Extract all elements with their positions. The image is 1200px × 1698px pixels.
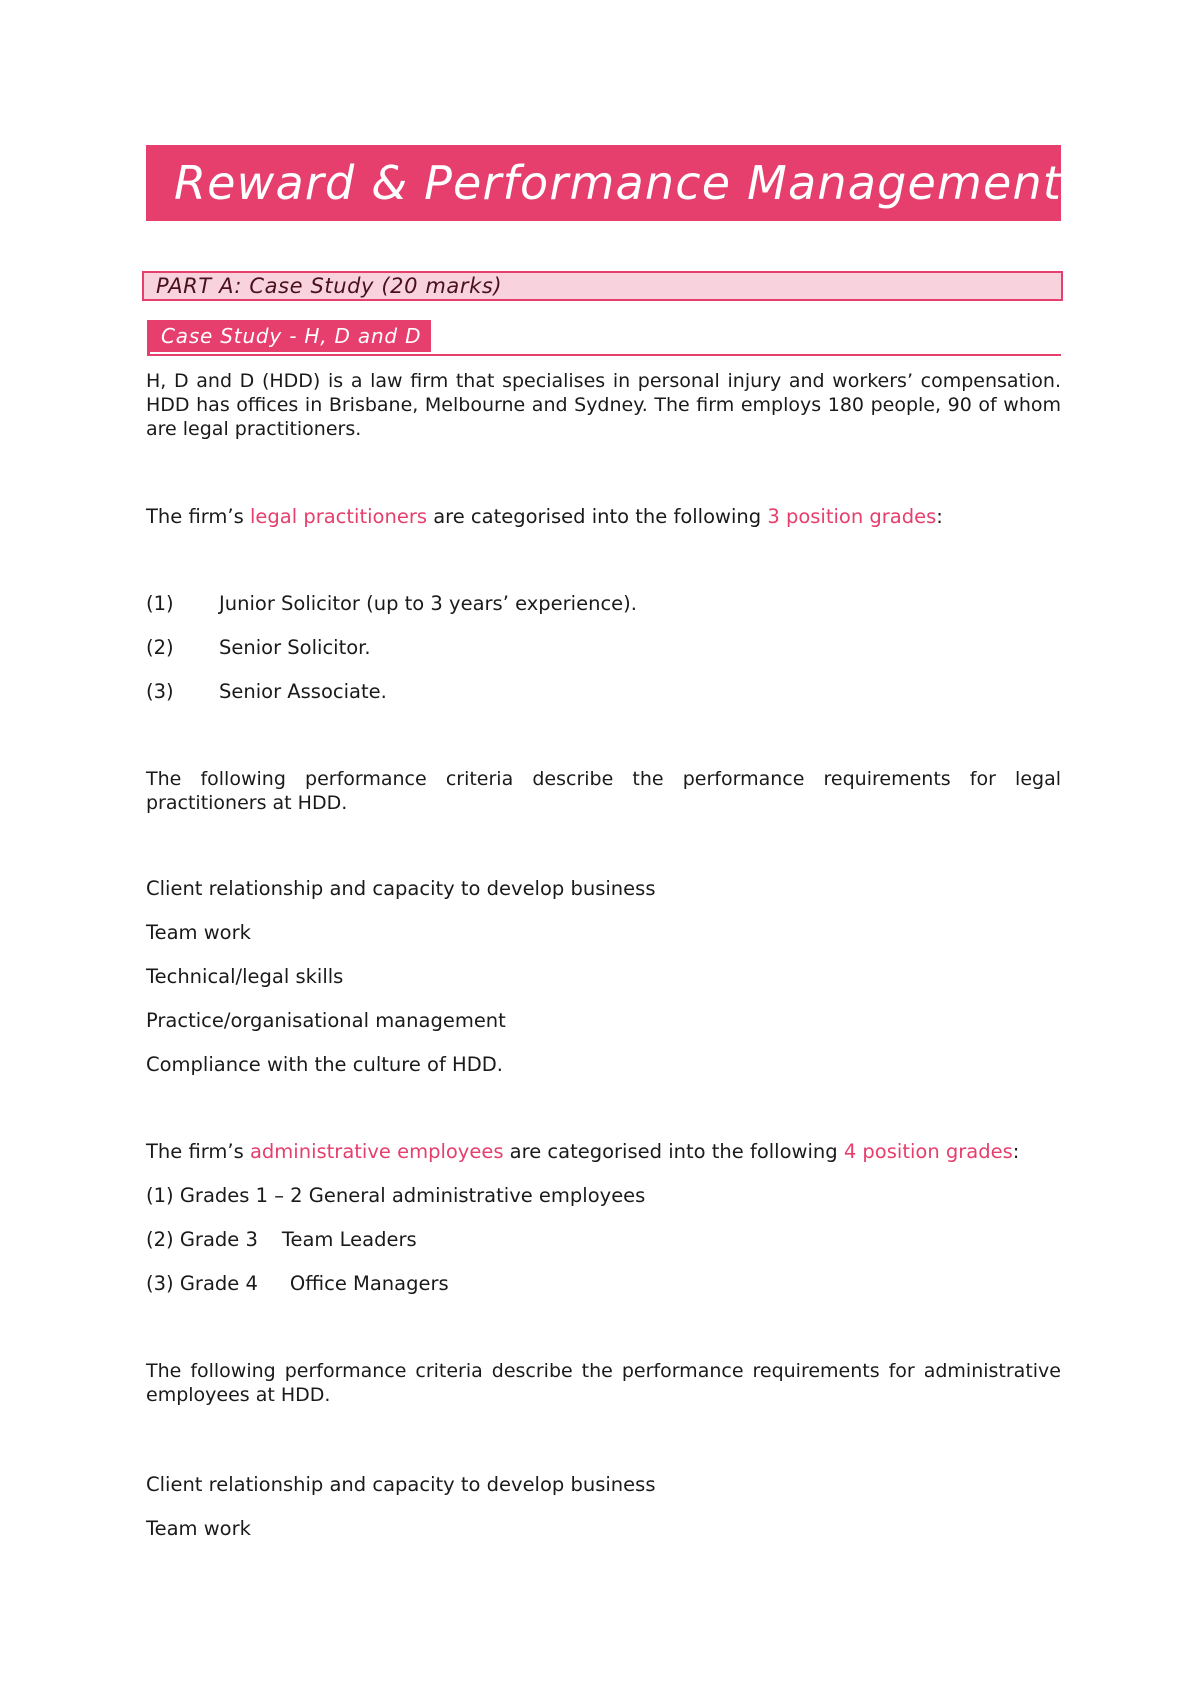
part-heading: PART A: Case Study (20 marks) (156, 274, 503, 298)
part-heading-box (142, 271, 1063, 301)
case-heading: Case Study - H, D and D (161, 324, 422, 348)
list-item-number: (2) (146, 636, 174, 659)
list-item: Client relationship and capacity to develop business (146, 1473, 656, 1496)
document-title: Reward & Performance Management (174, 156, 1063, 210)
legal-grades-text-2: are categorised into the following (427, 505, 768, 528)
admin-grades-text-3: : (1012, 1140, 1020, 1163)
list-item: Client relationship and capacity to develop business (146, 877, 656, 900)
admin-grades-sentence (146, 1140, 1019, 1164)
legal-position-grades-highlight: 3 position grades (767, 505, 937, 528)
legal-criteria-intro: The following performance criteria describe the performance requirements for legal practitioners at HDD. (146, 768, 1061, 814)
list-item-text: Office Managers (289, 1272, 449, 1295)
admin-position-grades-highlight: 4 position grades (843, 1140, 1013, 1163)
list-item: Team work (146, 921, 251, 944)
list-item-label: (1) Grades 1 – 2 (146, 1184, 303, 1207)
administrative-employees-highlight: administrative employees (249, 1140, 504, 1163)
list-item (146, 1272, 449, 1296)
case-heading-rule (147, 354, 1061, 356)
list-item-label: (2) Grade 3 (146, 1228, 258, 1251)
list-item-text: Team Leaders (281, 1228, 417, 1251)
list-item-text: Senior Associate. (219, 680, 387, 703)
list-item-number: (3) (146, 680, 174, 703)
admin-criteria-intro: The following performance criteria describe the performance requirements for administrative employees at HDD. (146, 1360, 1061, 1406)
legal-grades-text-1: The firm’s (146, 505, 250, 528)
list-item (146, 1184, 645, 1208)
admin-grades-text-1: The firm’s (146, 1140, 250, 1163)
list-item: Practice/organisational management (146, 1009, 506, 1032)
legal-practitioners-highlight: legal practitioners (249, 505, 427, 528)
list-item: Team work (146, 1517, 251, 1540)
list-item: Technical/legal skills (146, 965, 344, 988)
admin-grades-text-2: are categorised into the following (503, 1140, 844, 1163)
list-item-text: General administrative employees (308, 1184, 646, 1207)
legal-grades-sentence (146, 505, 943, 529)
title-banner (146, 145, 1061, 221)
list-item (146, 1228, 417, 1252)
intro-paragraph: H, D and D (HDD) is a law firm that specialises in personal injury and workers’ compensation. HDD has offices in Brisbane, Melbourne and Sydney. The firm employs 180 people, 90 of whom are legal practitioners. (146, 370, 1061, 440)
case-heading-tab (149, 320, 431, 352)
list-item: Compliance with the culture of HDD. (146, 1053, 503, 1076)
list-item-label: (3) Grade 4 (146, 1272, 258, 1295)
legal-grades-text-3: : (936, 505, 943, 528)
list-item-number: (1) (146, 592, 174, 615)
list-item-text: Senior Solicitor. (219, 636, 371, 659)
list-item-text: Junior Solicitor (up to 3 years’ experience). (219, 592, 637, 615)
